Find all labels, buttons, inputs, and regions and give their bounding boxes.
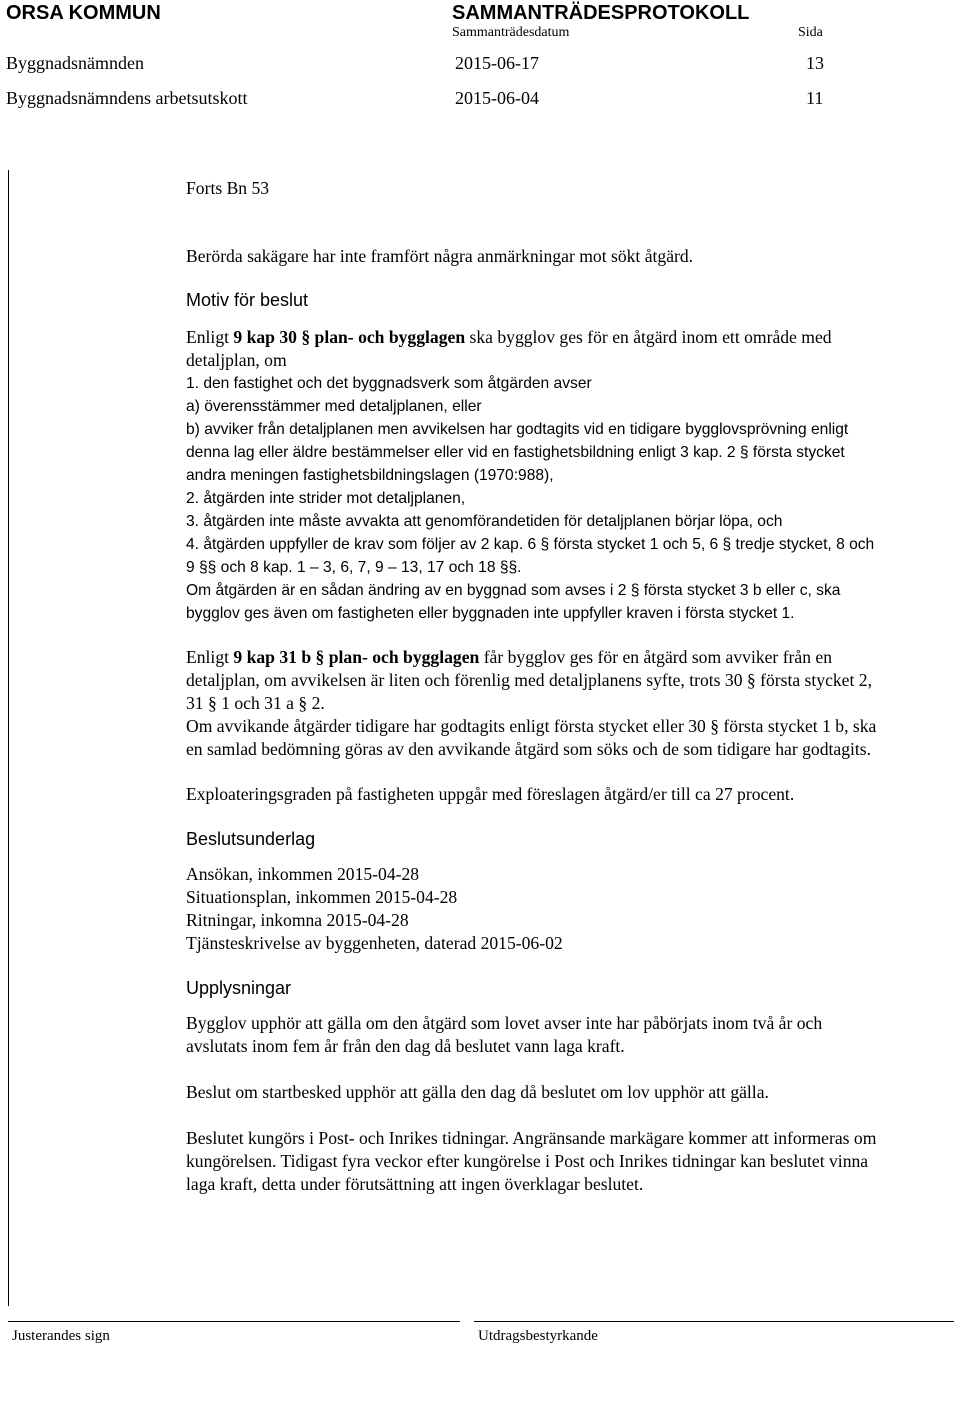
- intro-paragraph: Berörda sakägare har inte framfört några anmärkningar mot sökt åtgärd.: [186, 246, 694, 266]
- page-number: 11: [806, 88, 824, 108]
- meeting-date-label: Sammanträdesdatum: [452, 25, 570, 40]
- extract-certification-label: Utdragsbestyrkande: [478, 1328, 598, 1344]
- information-paragraph: Beslut om startbesked upphör att gälla den dag då beslutet om lov upphör att gälla.: [186, 1082, 769, 1102]
- adjuster-signature-label: Justerandes sign: [12, 1328, 110, 1344]
- page-label: Sida: [798, 25, 823, 40]
- condition-item: 4. åtgärden uppfyller de krav som följer av 2 kap. 6 § första stycket 1 och 5, 6 § tredje stycket, 8 och 9 §§ och 8 kap. 1 – 3, 6, 7, 9 – 13, 17 och 18 §§.: [186, 536, 875, 576]
- committee-name: Byggnadsnämnden: [6, 53, 144, 73]
- organization-name: ORSA KOMMUN: [6, 2, 161, 24]
- protocol-body: [186, 177, 886, 1196]
- information-paragraph: Beslutet kungörs i Post- och Inrikes tidningar. Angränsande markägare kommer att informeras om kungörelsen. Tidigast fyra veckor efter kungörelse i Post och Inrikes tidningar kan beslutet vinna laga kraft, detta under förutsättning att ingen överklagar beslutet.: [186, 1128, 877, 1194]
- condition-item: 2. åtgärden inte strider mot detaljplanen,: [186, 490, 466, 507]
- condition-item: Om åtgärden är en sådan ändring av en byggnad som avses i 2 § första stycket 3 b eller c, ska bygglov ges även om fastigheten eller byggnaden inte uppfyller kraven i första stycket 1.: [186, 582, 841, 622]
- document-list-item: Tjänsteskrivelse av byggenheten, daterad 2015-06-02: [186, 933, 563, 953]
- committee-name: Byggnadsnämndens arbetsutskott: [6, 88, 248, 108]
- margin-rule: [8, 170, 9, 1306]
- document-title: SAMMANTRÄDESPROTOKOLL: [452, 2, 750, 24]
- meeting-date: 2015-06-04: [455, 88, 539, 108]
- document-list-item: Situationsplan, inkommen 2015-04-28: [186, 887, 458, 907]
- signature-line: [8, 1321, 460, 1322]
- information-paragraph: Bygglov upphör att gälla om den åtgärd som lovet avser inte har påbörjats inom två år och avslutats inom fem år från den dag då beslutet vann laga kraft.: [186, 1013, 823, 1056]
- meeting-date: 2015-06-17: [455, 53, 539, 73]
- section-heading-upplysningar: Upplysningar: [186, 978, 292, 998]
- condition-item: 1. den fastighet och det byggnadsverk som åtgärden avser: [186, 375, 592, 392]
- motiv-paragraph: Enligt 9 kap 31 b § plan- och bygglagen får bygglov ges för en åtgärd som avviker från en detaljplan, om avvikelsen är liten och förenlig med detaljplanens syfte, trots 30 § första stycket 2, 31 § 1 och 31 a § 2.: [186, 647, 872, 713]
- condition-item: 3. åtgärden inte måste avvakta att genomförandetiden för detaljplanen börjar löpa, och: [186, 513, 783, 530]
- condition-item: b) avviker från detaljplanen men avvikelsen har godtagits vid en tidigare bygglovsprövning enligt denna lag eller äldre bestämmelser eller vid en fastighetsbildning enligt 3 kap. 2 § första stycket andra meningen fastighetsbildningslagen (1970:988),: [186, 421, 849, 484]
- motiv-paragraph: Enligt 9 kap 30 § plan- och bygglagen ska bygglov ges för en åtgärd inom ett område med detaljplan, om: [186, 327, 832, 370]
- document-list-item: Ansökan, inkommen 2015-04-28: [186, 864, 420, 884]
- page-number: 13: [806, 53, 824, 73]
- case-reference: Forts Bn 53: [186, 178, 270, 198]
- condition-item: a) överensstämmer med detaljplanen, eller: [186, 398, 482, 415]
- section-heading-underlag: Beslutsunderlag: [186, 829, 316, 849]
- motiv-paragraph: Om avvikande åtgärder tidigare har godtagits enligt första stycket eller 30 § första stycket 1 b, ska en samlad bedömning göras av den avvikande åtgärd som söks och de som tidigare har godtagits.: [186, 716, 877, 759]
- exploitation-paragraph: Exploateringsgraden på fastigheten uppgår med föreslagen åtgärd/er till ca 27 procent.: [186, 784, 795, 804]
- document-list-item: Ritningar, inkomna 2015-04-28: [186, 910, 409, 930]
- section-heading-motiv: Motiv för beslut: [186, 290, 309, 310]
- certification-line: [474, 1321, 954, 1322]
